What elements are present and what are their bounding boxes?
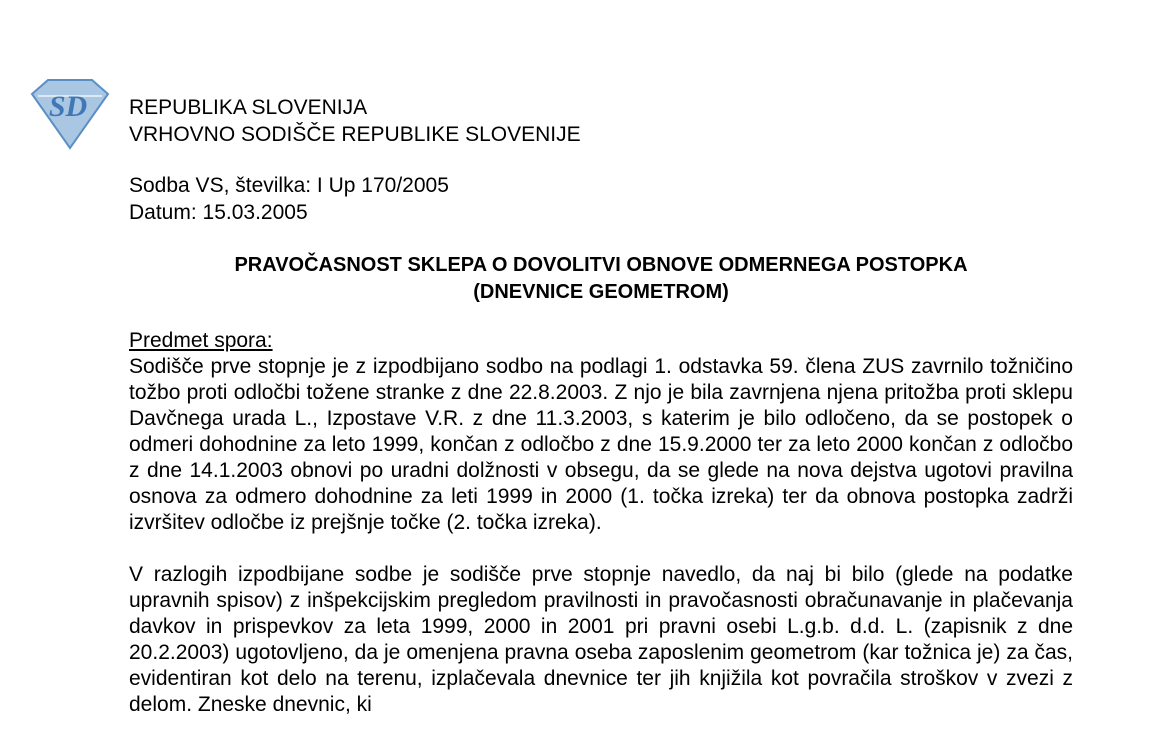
case-meta — [129, 172, 449, 226]
court-header — [129, 94, 581, 148]
document-body — [129, 328, 1073, 718]
title-line-1: PRAVOČASNOST SKLEPA O DOVOLITVI OBNOVE ODMERNEGA POSTOPKA — [234, 254, 968, 276]
paragraph-1: Sodišče prve stopnje je z izpodbijano sodbo na podlagi 1. odstavka 59. člena ZUS zavrnilo tožničino tožbo proti odločbi tožene stranke z dne 22.8.2003. Z njo je bila zavrnjena njena pritožba proti sklepu Davčnega urada L., Izpostave V.R. z dne 11.3.2003, s katerim je bilo odločeno, da se postopek o odmeri dohodnine za leto 1999, končan z odločbo z dne 15.9.2000 ter za leto 2000 končan z odločbo z dne 14.1.2003 obnovi po uradni dolžnosti v obsegu, da se glede na nova dejstva ugotovi pravilna osnova za odmero dohodnine za leti 1999 in 2000 (1. točka izreka) ter da obnova postopka zadrži izvršitev odločbe iz prejšnje točke (2. točka izreka). — [129, 355, 1073, 534]
document-title — [129, 252, 1073, 306]
section-heading: Predmet spora: — [129, 329, 273, 352]
logo-letters: SD — [48, 90, 88, 123]
case-date: Datum: 15.03.2005 — [129, 201, 308, 224]
case-number: Sodba VS, številka: I Up 170/2005 — [129, 174, 449, 197]
header-republic: REPUBLIKA SLOVENIJA — [129, 96, 368, 119]
paragraph-2: V razlogih izpodbijane sodbe je sodišče prve stopnje navedlo, da naj bi bilo (glede na podatke upravnih spisov) z inšpekcijskim pregledom pravilnosti in pravočasnosti obračunavanje in plačevanja davkov in prispevkov za leta 1999, 2000 in 2001 pri pravni osebi L.g.b. d.d. L. (zapisnik z dne 20.2.2003) ugotovljeno, da je omenjena pravna oseba zaposlenim geometrom (kar tožnica je) za čas, evidentiran kot delo na terenu, izplačevala dnevnice ter jih knjižila kot povračila stroškov v zvezi z delom. Zneske dnevnic, ki — [129, 563, 1073, 716]
title-line-2: (DNEVNICE GEOMETROM) — [473, 281, 729, 303]
supreme-court-logo-icon — [28, 78, 112, 150]
header-court-name: VRHOVNO SODIŠČE REPUBLIKE SLOVENIJE — [129, 123, 581, 146]
